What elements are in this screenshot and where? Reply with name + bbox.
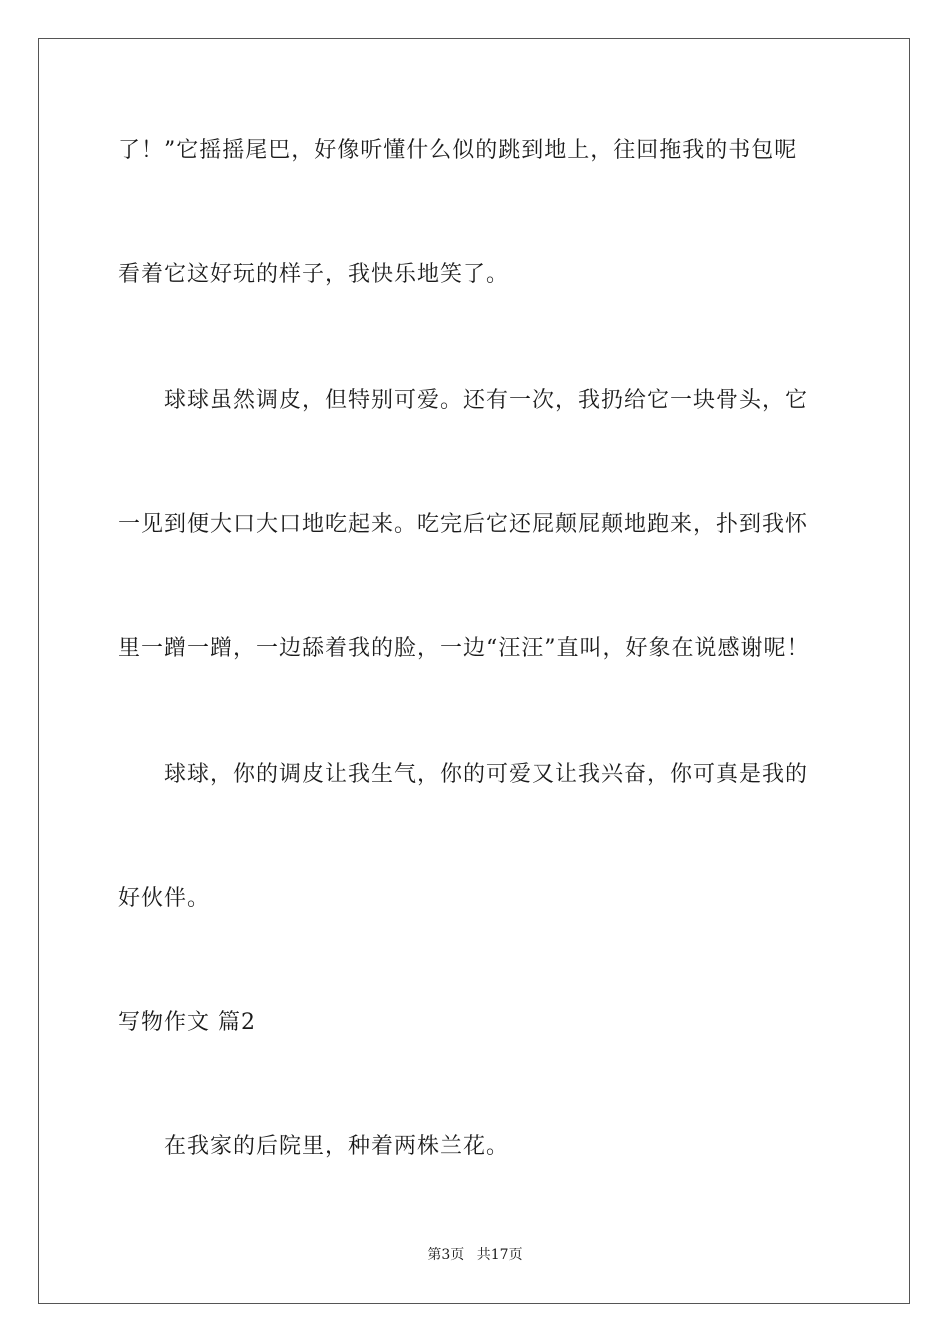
text-line-4: 一见到便大口大口地吃起来。吃完后它还屁颠屁颠地跑来，扑到我怀 [118,512,809,537]
section-heading: 写物作文 篇2 [118,1010,256,1035]
text-line-2: 看着它这好玩的样子，我快乐地笑了。 [118,262,510,287]
text-line-7: 好伙伴。 [118,886,211,911]
text-line-3: 球球虽然调皮，但特别可爱。还有一次，我扔给它一块骨头，它 [164,388,809,413]
section-text-line-1: 在我家的后院里，种着两株兰花。 [164,1134,510,1159]
text-line-5: 里一蹭一蹭，一边舔着我的脸，一边“汪汪”直叫，好象在说感谢呢！ [118,636,810,661]
text-line-1: 了！”它摇摇尾巴，好像听懂什么似的跳到地上，往回拖我的书包呢 [118,138,798,163]
page-number: 第3页 [427,1247,465,1263]
total-pages: 共17页 [476,1247,523,1263]
page-footer [0,1245,950,1265]
text-line-6: 球球，你的调皮让我生气，你的可爱又让我兴奋，你可真是我的 [164,762,809,787]
page-border [38,38,910,1304]
